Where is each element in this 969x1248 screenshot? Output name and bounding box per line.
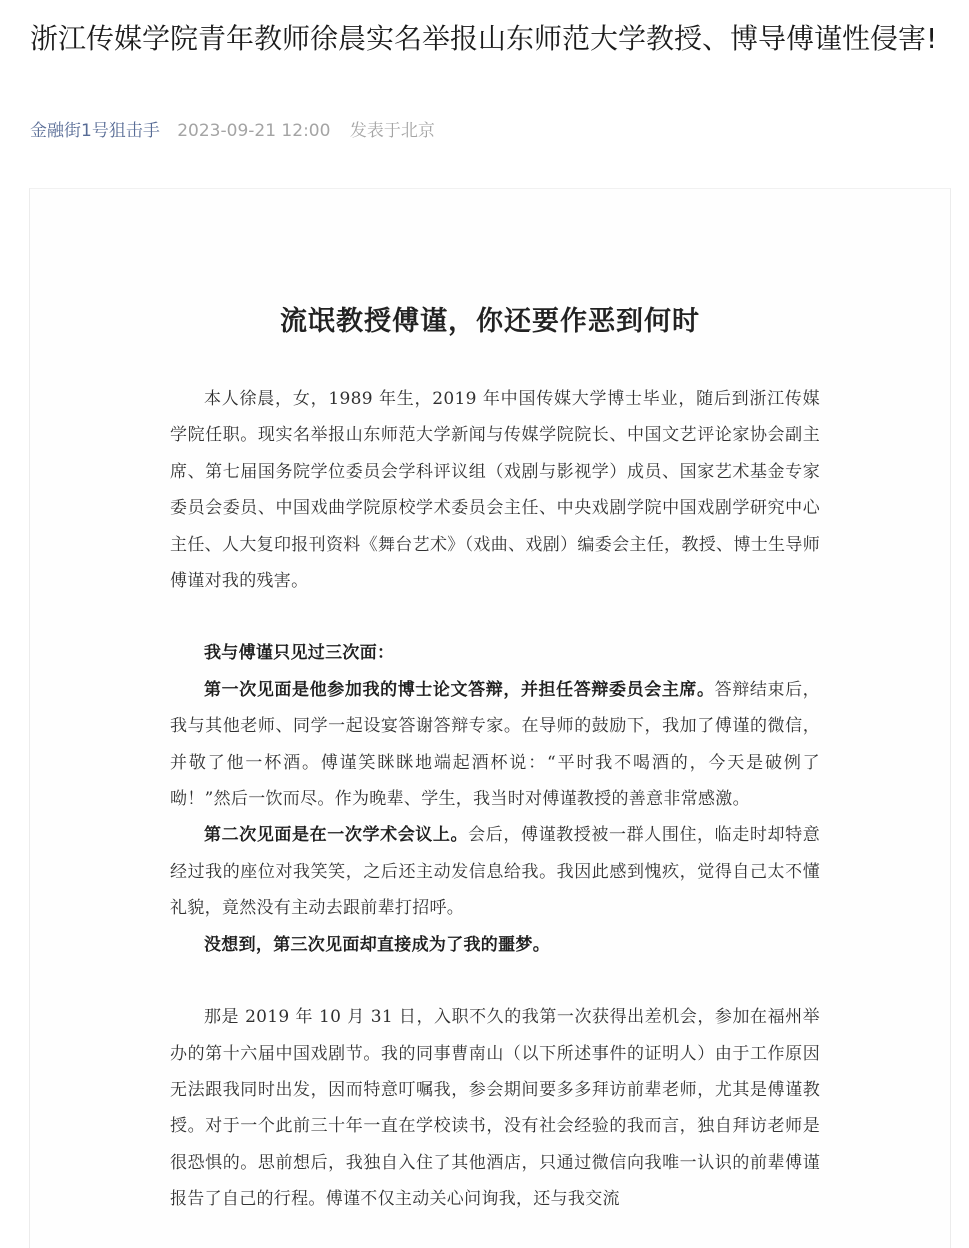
publish-date: 2023-09-21 12:00: [177, 121, 331, 141]
second-meeting-lead: 第二次见面是在一次学术会议上。: [204, 825, 469, 846]
article-meta: [30, 118, 435, 144]
second-meeting-text: 会后，傅谨教授被一群人围住，临走时却特意经过我的座位对我笑笑，之后还主动发信息给我。我因此感到愧疚，觉得自己太不懂礼貌，竟然没有主动去跟前辈打招呼。: [170, 825, 821, 919]
letter-paragraph-fuzhou: 那是 2019 年 10 月 31 日，入职不久的我第一次获得出差机会，参加在福州举办的第十六届中国戏剧节。我的同事曹南山（以下所述事件的证明人）由于工作原因无法跟我同时出发，因而特意叮嘱我，参会期间要多多拜访前辈老师，尤其是傅谨教授。对于一个此前三十年一直在学校读书，没有社会经验的我而言，独自拜访老师是很恐惧的。思前想后，我独自入住了其他酒店，只通过微信向我唯一认识的前辈傅谨报告了自己的行程。傅谨不仅主动关心问询我，还与我交流: [170, 1007, 820, 1210]
article-title: 浙江传媒学院青年教师徐晨实名举报山东师范大学教授、博导傅谨性侵害!: [30, 22, 938, 55]
publish-location: 发表于北京: [349, 121, 435, 141]
paragraph-gap: [170, 599, 820, 635]
letter-paragraph-third-meeting: 没想到，第三次见面却直接成为了我的噩梦。: [204, 934, 550, 955]
letter-title: 流氓教授傅谨，你还要作恶到何时: [280, 306, 700, 337]
letter-section-heading: 我与傅谨只见过三次面：: [204, 643, 395, 664]
author-link[interactable]: 金融街1号狙击手: [30, 121, 160, 141]
letter-paragraph-intro: 本人徐晨，女，1989 年生，2019 年中国传媒大学博士毕业，随后到浙江传媒学院任职。现实名举报山东师范大学新闻与传媒学院院长、中国文艺评论家协会副主席、第七届国务院学位委员会学科评议组（戏剧与影视学）成员、国家艺术基金专家委员会委员、中国戏曲学院原校学术委员会主任、中央戏剧学院中国戏剧学研究中心主任、人大复印报刊资料《舞台艺术》（戏曲、戏剧）编委会主任，教授、博士生导师傅谨对我的残害。: [170, 389, 820, 592]
letter-paragraph-second-meeting: [170, 817, 820, 926]
letter-body: [170, 381, 820, 1218]
first-meeting-text: 答辩结束后，我与其他老师、同学一起设宴答谢答辩专家。在导师的鼓励下，我加了傅谨的微信，并敬了他一杯酒。傅谨笑眯眯地端起酒杯说：“平时我不喝酒的，今天是破例了呦！”然后一饮而尽。作为晚辈、学生，我当时对傅谨教授的善意非常感激。: [170, 679, 820, 810]
paragraph-gap: [170, 963, 820, 999]
first-meeting-lead: 第一次见面是他参加我的博士论文答辩，并担任答辩委员会主席。: [204, 679, 715, 700]
letter-image: [29, 188, 951, 1248]
letter-paragraph-first-meeting: [170, 672, 820, 818]
